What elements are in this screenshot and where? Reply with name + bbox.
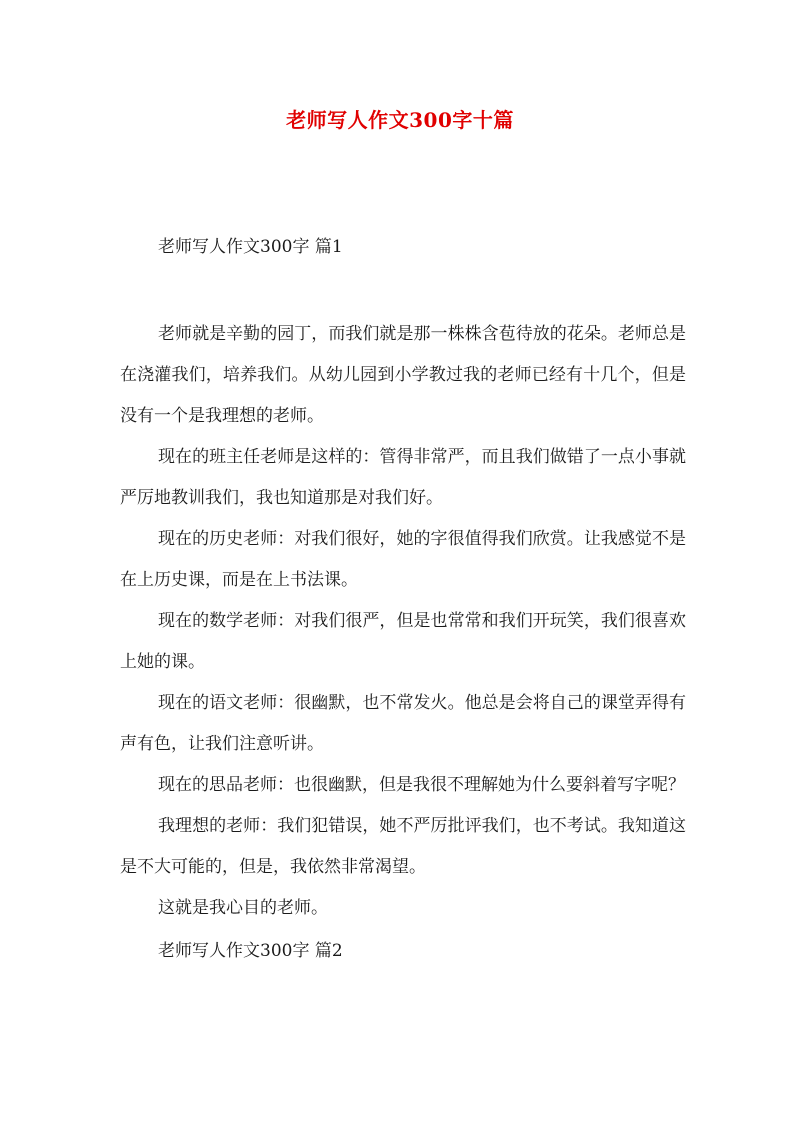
paragraph-4: 现在的数学老师：对我们很严，但是也常常和我们开玩笑，我们很喜欢上她的课。 bbox=[120, 611, 686, 672]
paragraph-1: 老师就是辛勤的园丁，而我们就是那一株株含苞待放的花朵。老师总是在浇灌我们，培养我们。从幼儿园到小学教过我的老师已经有十几个，但是没有一个是我理想的老师。 bbox=[120, 324, 686, 426]
paragraph-6: 现在的思品老师：也很幽默，但是我很不理解她为什么要斜着写字呢？ bbox=[158, 775, 685, 795]
document-title: 老师写人作文300字十篇 bbox=[286, 108, 514, 132]
heading-spacer bbox=[120, 262, 686, 314]
paragraph-5: 现在的语文老师：很幽默，也不常发火。他总是会将自己的课堂弄得有声有色，让我们注意听讲。 bbox=[120, 693, 686, 754]
document-body bbox=[120, 232, 686, 972]
paragraph-2: 现在的班主任老师是这样的：管得非常严，而且我们做错了一点小事就严厉地教训我们，我也知道那是对我们好。 bbox=[120, 447, 686, 508]
paragraph-7: 我理想的老师：我们犯错误，她不严厉批评我们，也不考试。我知道这是不大可能的，但是，我依然非常渴望。 bbox=[120, 816, 686, 877]
section-heading-1: 老师写人作文300字 篇1 bbox=[158, 237, 343, 257]
paragraph-3: 现在的历史老师：对我们很好，她的字很值得我们欣赏。让我感觉不是在上历史课，而是在上书法课。 bbox=[120, 529, 686, 590]
section-heading-2: 老师写人作文300字 篇2 bbox=[158, 941, 343, 961]
paragraph-8: 这就是我心目的老师。 bbox=[158, 898, 328, 918]
